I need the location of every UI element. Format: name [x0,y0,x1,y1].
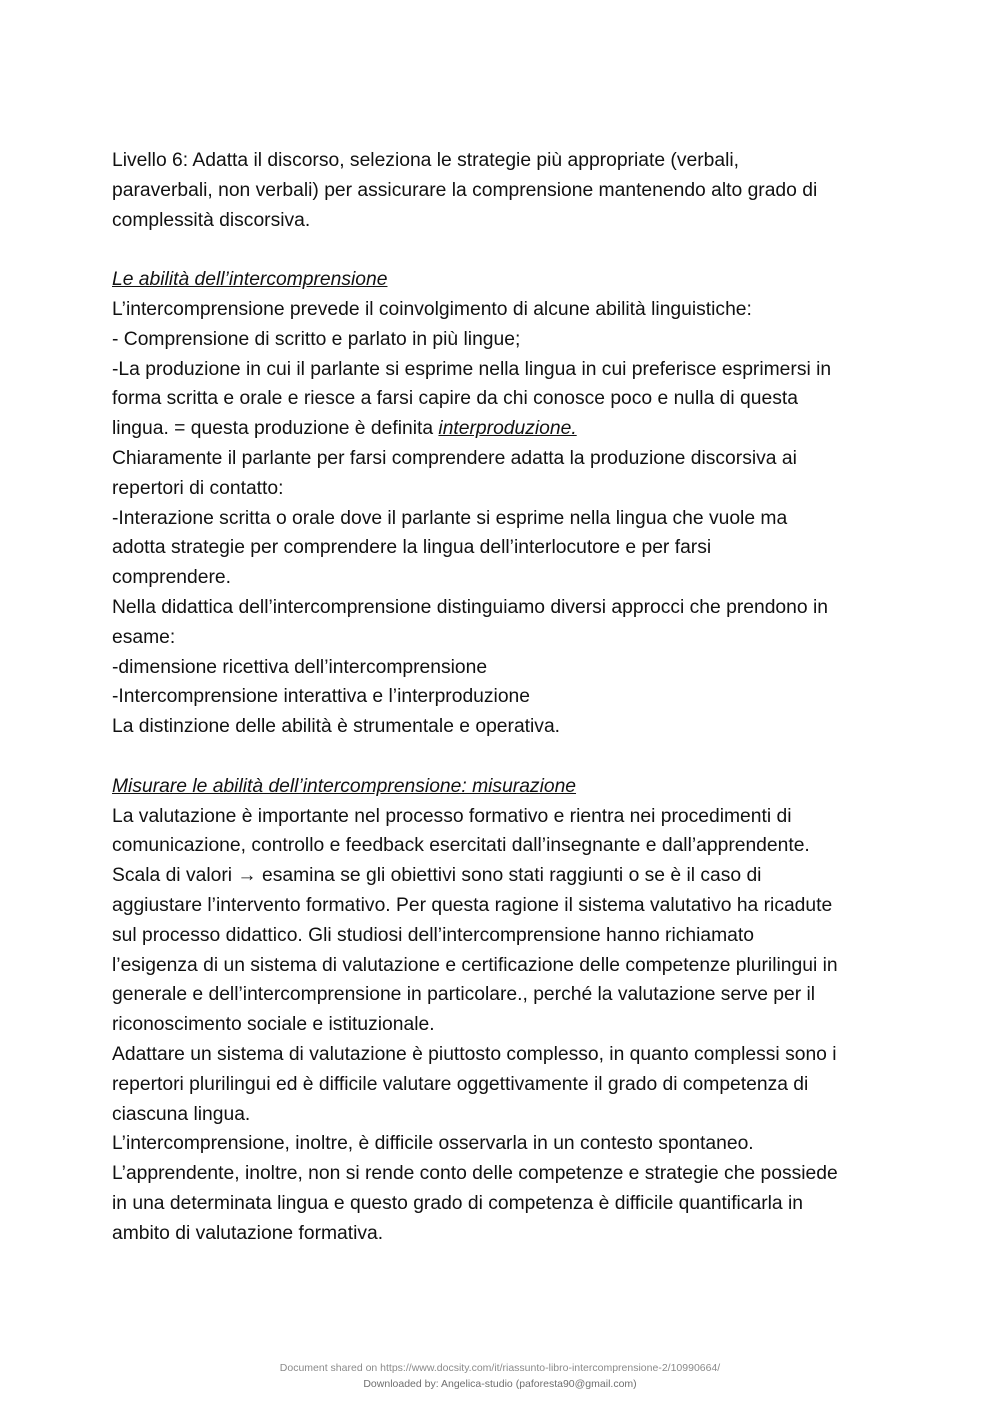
document-page [112,146,902,1248]
section-misurare-abilita [112,772,902,1249]
blank-line [112,235,902,265]
section-heading: Le abilità dell’intercomprensione [112,269,388,291]
paragraph-livello-6 [112,146,902,235]
text-line: comunicazione, controllo e feedback esercitati dall’insegnante e dall’apprendente. [112,835,810,857]
text-line: aggiustare l’intervento formativo. Per questa ragione il sistema valutativo ha ricadute [112,894,833,916]
text-line: ambito di valutazione formativa. [112,1222,384,1244]
text-line: repertori plurilingui ed è difficile valutare oggettivamente il grado di competenza di [112,1073,809,1095]
text-line: generale e dell’intercomprensione in particolare., perché la valutazione serve per il [112,984,816,1006]
text-line: l’esigenza di un sistema di valutazione e certificazione delle competenze plurilingui in [112,954,838,976]
text-line: Adattare un sistema di valutazione è piuttosto complesso, in quanto complessi sono i [112,1043,837,1065]
text-line: Chiaramente il parlante per farsi comprendere adatta la produzione discorsiva ai [112,447,797,469]
text-line: -La produzione in cui il parlante si esprime nella lingua in cui preferisce esprimersi in [112,358,832,380]
text-line: L’apprendente, inoltre, non si rende conto delle competenze e strategie che possiede [112,1163,838,1185]
text-line: ciascuna lingua. [112,1103,251,1125]
text-line: in una determinata lingua e questo grado di competenza è difficile quantificarla in [112,1192,803,1214]
section-abilita-intercomprensione [112,265,902,742]
text-line: riconoscimento sociale e istituzionale. [112,1014,435,1036]
text-line: La valutazione è importante nel processo formativo e rientra nei procedimenti di [112,805,792,827]
text-line: L’intercomprensione, inoltre, è difficile osservarla in un contesto spontaneo. [112,1133,754,1155]
text-line: paraverbali, non verbali) per assicurare la comprensione mantenendo alto grado di [112,179,818,201]
term-interproduzione: interproduzione. [438,418,577,440]
footer-shared-link: Document shared on https://www.docsity.com/it/riassunto-libro-intercomprensione-2/10990664/ [279,1362,721,1374]
text-line: - Comprensione di scritto e parlato in più lingue; [112,328,521,350]
page-footer [0,1360,1000,1392]
text-line: esame: [112,626,176,648]
text-line: -Interazione scritta o orale dove il parlante si esprime nella lingua che vuole ma [112,507,788,529]
text-line: -dimensione ricettiva dell’intercomprensione [112,656,488,678]
text-line: Nella didattica dell’intercomprensione distinguiamo diversi approcci che prendono in [112,596,828,618]
text-fragment: lingua. = questa produzione è definita [112,418,439,440]
text-line: forma scritta e orale e riesce a farsi capire da chi conosce poco e nulla di questa [112,388,798,410]
text-line: comprendere. [112,567,231,589]
section-heading: Misurare le abilità dell’intercomprensione: misurazione [112,775,577,797]
text-line: La distinzione delle abilità è strumentale e operativa. [112,716,561,738]
text-line: Scala di valori → esamina se gli obiettivi sono stati raggiunti o se è il caso di [112,865,762,887]
text-line: repertori di contatto: [112,477,284,499]
text-line: Livello 6: Adatta il discorso, seleziona le strategie più appropriate (verbali, [112,150,739,171]
text-line: complessità discorsiva. [112,209,311,231]
blank-line [112,742,902,772]
footer-downloaded-by: Downloaded by: Angelica-studio (paforesta90@gmail.com) [363,1378,637,1390]
text-line: sul processo didattico. Gli studiosi dell’intercomprensione hanno richiamato [112,924,754,946]
text-line: -Intercomprensione interattiva e l’interproduzione [112,686,530,708]
text-line [112,414,902,444]
text-line: adotta strategie per comprendere la lingua dell’interlocutore e per farsi [112,537,712,559]
text-line: L’intercomprensione prevede il coinvolgimento di alcune abilità linguistiche: [112,298,752,320]
